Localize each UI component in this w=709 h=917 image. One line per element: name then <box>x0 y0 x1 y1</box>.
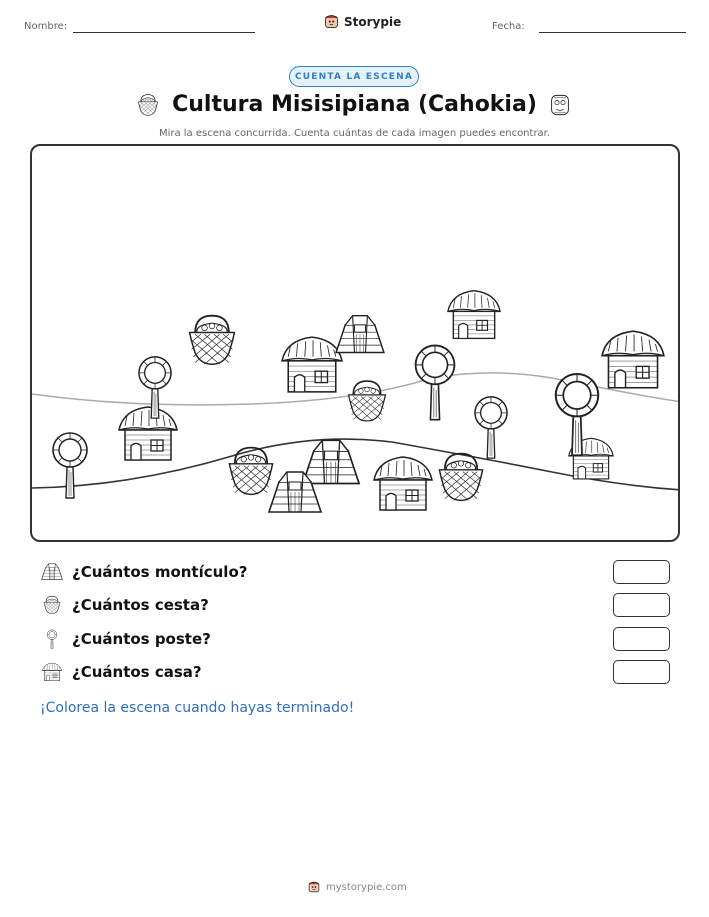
site-url: mystorypie.com <box>326 881 407 893</box>
date-label: Fecha: <box>492 21 525 32</box>
scene-house-2 <box>282 337 342 392</box>
name-line[interactable] <box>73 32 255 33</box>
question-row-mound <box>40 559 670 585</box>
scene-frame <box>30 144 680 542</box>
storypie-logo-icon <box>307 880 321 894</box>
scene-post-5 <box>53 433 87 498</box>
question-text: ¿Cuántos cesta? <box>72 596 209 614</box>
question-row-basket <box>40 592 670 618</box>
mask-icon <box>548 93 572 117</box>
scene-house-1 <box>448 291 500 339</box>
scene-post-4 <box>475 397 507 458</box>
scene-basket-3 <box>229 448 272 495</box>
scene-house-3 <box>602 331 664 388</box>
question-row-house <box>40 659 670 685</box>
answer-box-basket[interactable] <box>613 593 670 617</box>
page-subtitle: Mira la escena concurrida. Cuenta cuántas de cada imagen puedes encontrar. <box>158 128 551 139</box>
activity-badge: CUENTA LA ESCENA <box>289 66 419 87</box>
name-label: Nombre: <box>24 21 68 32</box>
scene-post-2 <box>416 345 455 419</box>
date-line[interactable] <box>539 32 686 33</box>
page-title: Cultura Misisipiana (Cahokia) <box>172 92 537 117</box>
coloring-note: ¡Colorea la escena cuando hayas terminado! <box>40 700 355 716</box>
question-row-post <box>40 626 670 652</box>
brand-name: Storypie <box>344 14 402 29</box>
basket-icon <box>40 595 64 615</box>
scene-illustration <box>32 146 680 542</box>
scene-house-5 <box>374 457 432 510</box>
site-footer <box>307 880 407 894</box>
mound-icon <box>40 562 64 582</box>
question-text: ¿Cuántos casa? <box>72 663 202 681</box>
scene-mound-1 <box>336 316 384 353</box>
answer-box-house[interactable] <box>613 660 670 684</box>
answer-box-post[interactable] <box>613 627 670 651</box>
house-icon <box>40 662 64 682</box>
scene-house-4 <box>119 407 177 460</box>
scene-basket-4 <box>439 454 482 501</box>
scene-mound-2 <box>303 440 359 483</box>
storypie-logo-icon <box>323 13 340 30</box>
scene-basket-2 <box>349 381 386 421</box>
question-text: ¿Cuántos poste? <box>72 630 211 648</box>
post-icon <box>40 629 64 649</box>
scene-basket-1 <box>190 316 235 365</box>
brand <box>323 13 401 30</box>
answer-box-mound[interactable] <box>613 560 670 584</box>
question-text: ¿Cuántos montículo? <box>72 563 248 581</box>
